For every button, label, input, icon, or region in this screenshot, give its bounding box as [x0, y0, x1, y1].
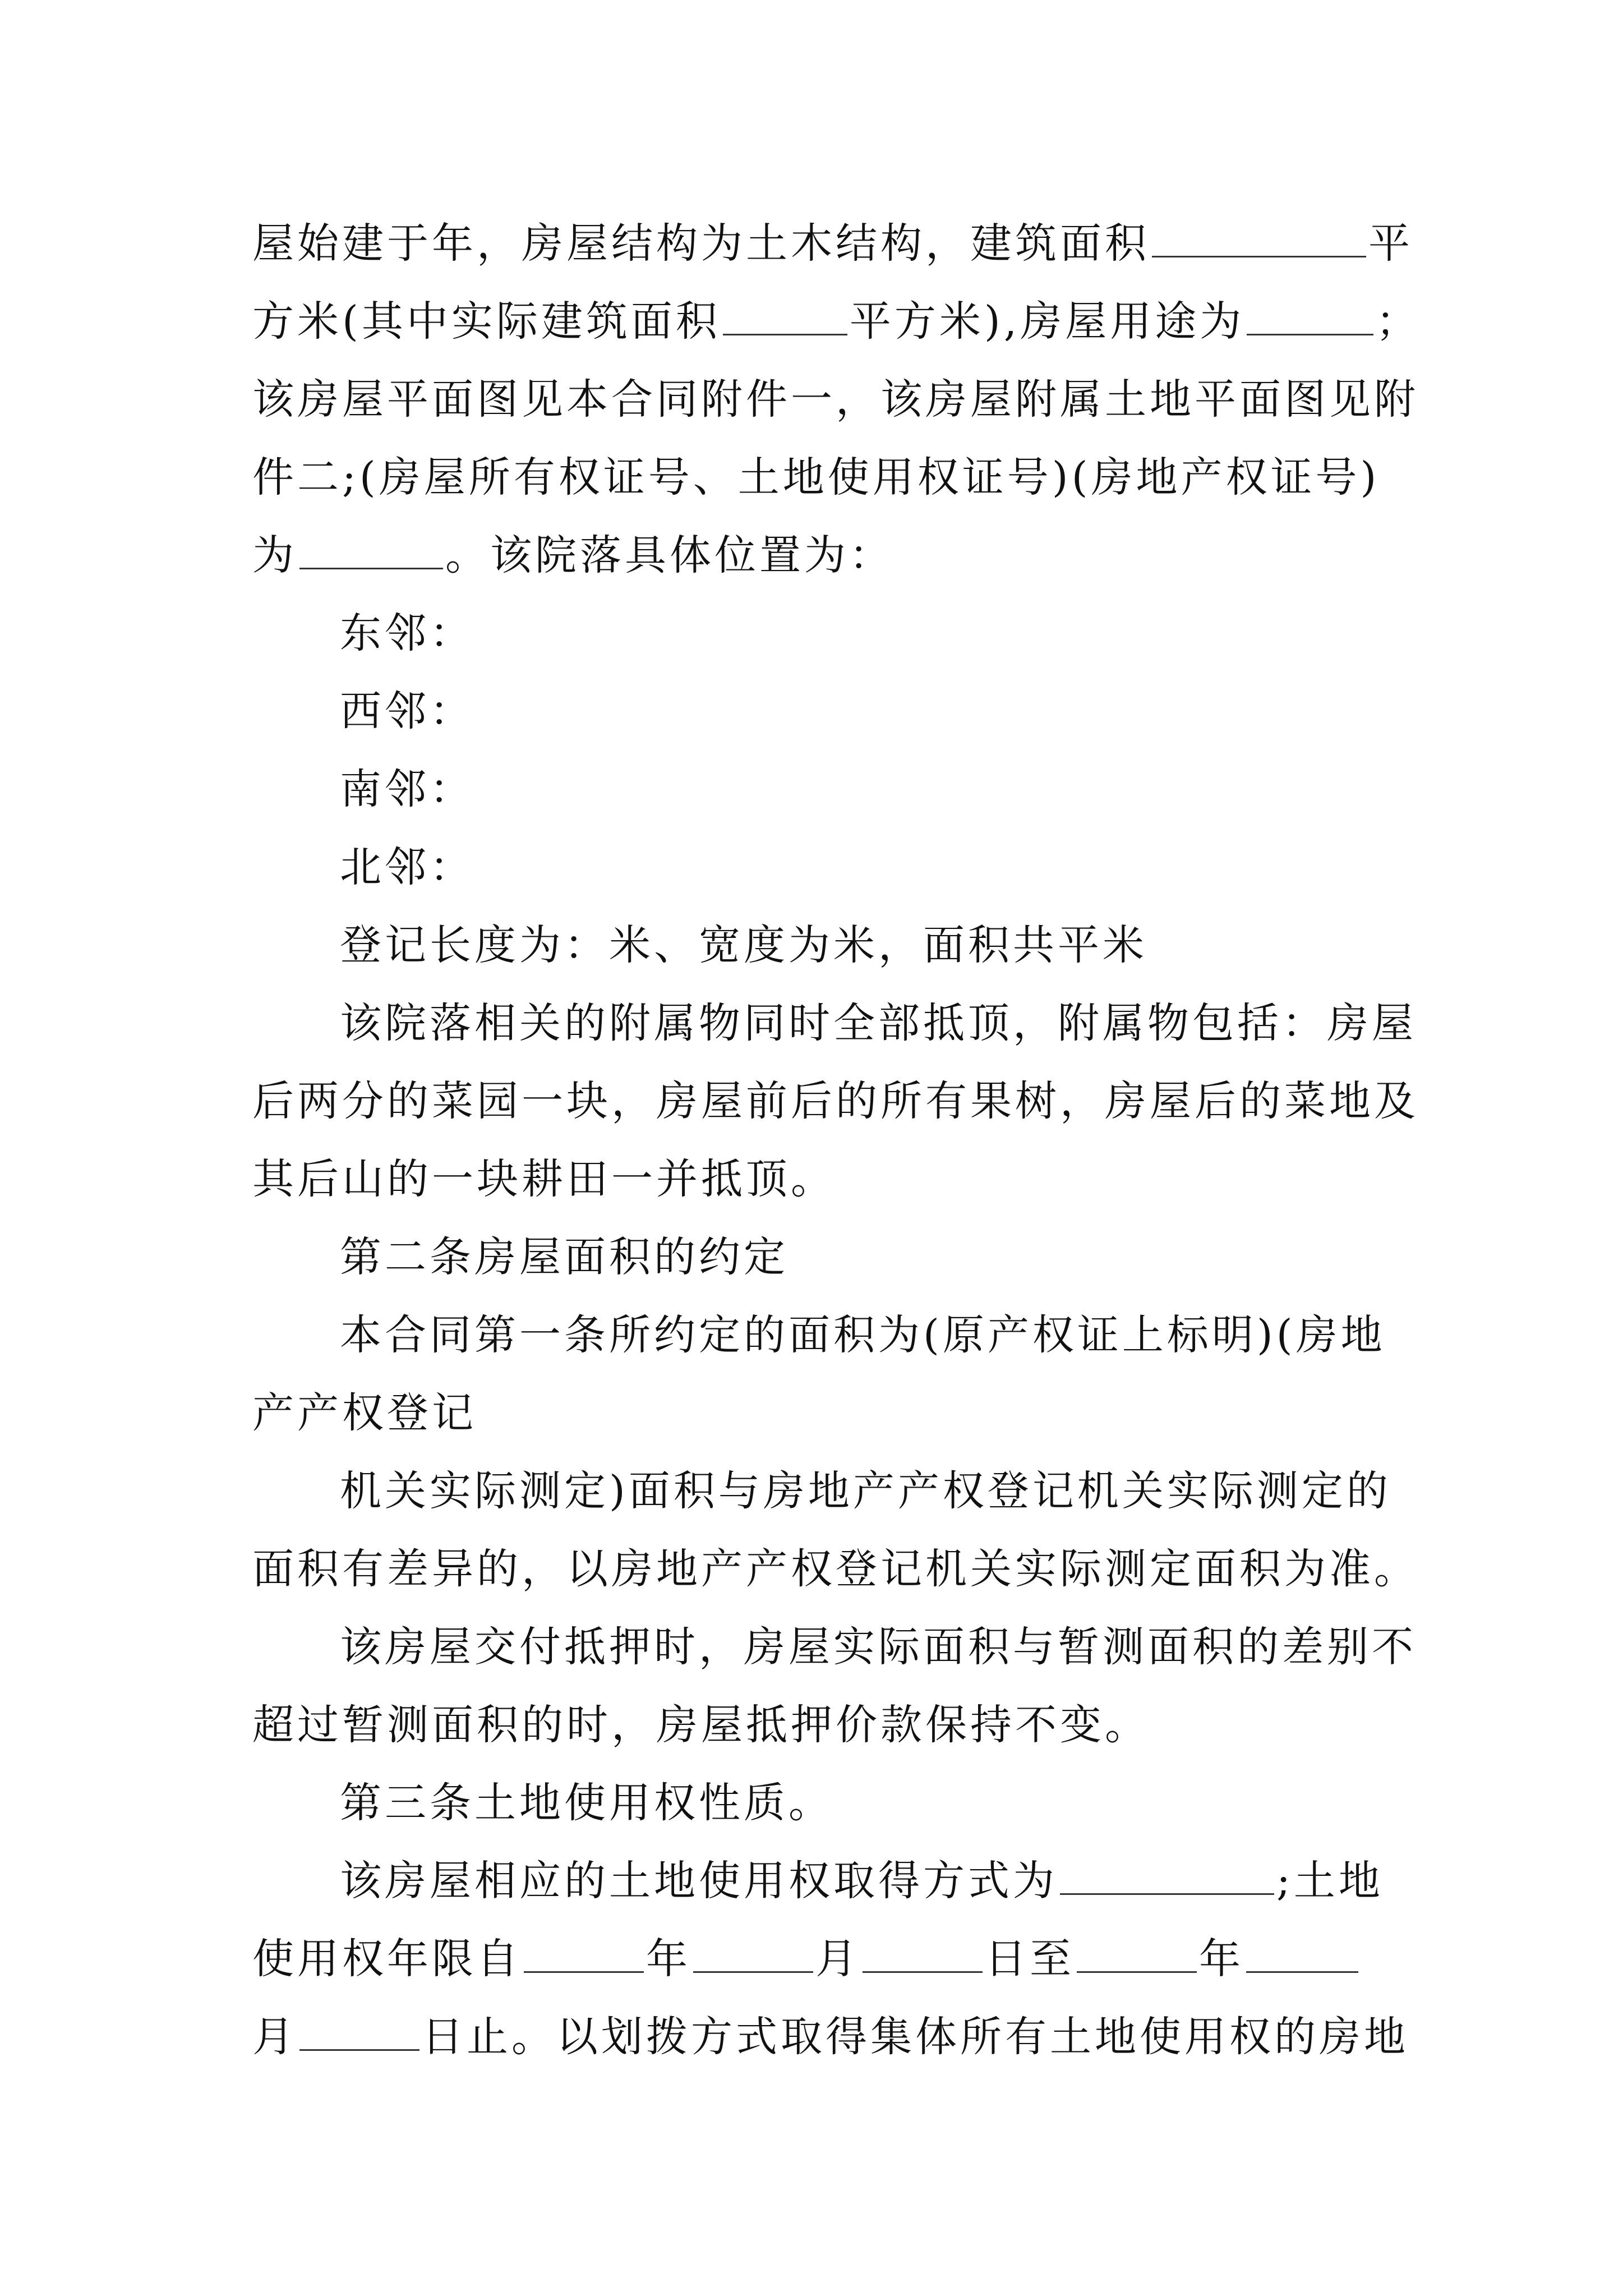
- fill-in-blank: [299, 535, 443, 569]
- text-segment: 为: [252, 531, 297, 579]
- paragraph-line: [340, 761, 474, 817]
- text-segment: 该房屋交付抵押时，房屋实际面积与暂测面积的差别不: [340, 1623, 1417, 1671]
- paragraph-line: [340, 1619, 1417, 1675]
- text-segment: 面积有差异的，以房地产产权登记机关实际测定面积为准。: [252, 1545, 1419, 1593]
- text-segment: 第二条房屋面积的约定: [340, 1233, 789, 1281]
- text-segment: 本合同第一条所约定的面积为(原产权证上标明)(房地: [340, 1311, 1386, 1359]
- text-segment: 该房屋平面图见本合同附件一，该房屋附属土地平面图见附: [252, 375, 1419, 424]
- text-segment: 第三条土地使用权性质。: [340, 1779, 833, 1827]
- fill-in-blank: [863, 1939, 983, 1973]
- text-segment: ;土地: [1276, 1857, 1384, 1905]
- neighbor-south: 南邻：: [340, 765, 474, 813]
- text-segment: 日止。以划拨方式取得集体所有土地使用权的房地: [422, 2013, 1409, 2061]
- paragraph-line: [252, 527, 894, 583]
- paragraph-line: [252, 1385, 477, 1441]
- text-segment: 超过暂测面积的时，房屋抵押价款保持不变。: [252, 1701, 1150, 1749]
- text-segment: 平: [1368, 219, 1413, 268]
- paragraph-line: [340, 995, 1417, 1051]
- text-segment: 。该院落具体位置为：: [445, 531, 894, 579]
- fill-in-blank: [1060, 1861, 1274, 1895]
- text-segment: ；: [1376, 297, 1421, 346]
- text-segment: 年: [1199, 1935, 1244, 1983]
- paragraph-line: [340, 917, 1147, 973]
- text-segment: 机关实际测定)面积与房地产产权登记机关实际测定的: [340, 1467, 1391, 1515]
- paragraph-line: [252, 293, 1421, 349]
- paragraph-line: [340, 1307, 1386, 1363]
- fill-in-blank: [693, 1939, 813, 1973]
- neighbor-north: 北邻：: [340, 843, 474, 891]
- fill-in-blank: [1246, 1939, 1358, 1973]
- paragraph-line: [340, 605, 474, 661]
- fill-in-blank: [1152, 223, 1366, 257]
- text-segment: 件二;(房屋所有权证号、土地使用权证号)(房地产权证号): [252, 453, 1380, 501]
- fill-in-blank: [1077, 1939, 1197, 1973]
- text-segment: 使用权年限自: [252, 1935, 522, 1983]
- neighbor-east: 东邻：: [340, 609, 474, 657]
- paragraph-line: [252, 371, 1419, 427]
- paragraph-line: [252, 1931, 1361, 1987]
- paragraph-line: [252, 1151, 836, 1207]
- text-segment: 年: [646, 1935, 691, 1983]
- neighbor-west: 西邻：: [340, 687, 474, 735]
- text-segment: 产产权登记: [252, 1389, 477, 1437]
- fill-in-blank: [1247, 301, 1373, 335]
- text-segment: 该院落相关的附属物同时全部抵顶，附属物包括：房屋: [340, 999, 1417, 1047]
- paragraph-line: [252, 1697, 1150, 1753]
- paragraph-line: [252, 2009, 1409, 2065]
- paragraph-line: [252, 1073, 1419, 1129]
- paragraph-line: [340, 1463, 1391, 1519]
- paragraph-line: [340, 1853, 1384, 1909]
- text-segment: 其后山的一块耕田一并抵顶。: [252, 1155, 836, 1203]
- text-segment: 登记长度为：米、宽度为米，面积共平米: [340, 921, 1147, 969]
- text-segment: 屋始建于年，房屋结构为土木结构，建筑面积: [252, 219, 1150, 268]
- text-segment: 月: [815, 1935, 860, 1983]
- fill-in-blank: [299, 2017, 419, 2051]
- text-segment: 月: [252, 2013, 297, 2061]
- section-heading: [340, 1229, 789, 1285]
- fill-in-blank: [524, 1939, 644, 1973]
- paragraph-line: [252, 1541, 1419, 1597]
- paragraph-line: [252, 449, 1380, 505]
- text-segment: 日至: [985, 1935, 1075, 1983]
- section-heading: [340, 1775, 833, 1831]
- text-segment: 该房屋相应的土地使用权取得方式为: [340, 1857, 1058, 1905]
- text-segment: 方米(其中实际建筑面积: [252, 297, 721, 346]
- paragraph-line: [340, 839, 474, 895]
- text-segment: 平方米),房屋用途为: [849, 297, 1245, 346]
- paragraph-line: [252, 215, 1413, 272]
- paragraph-line: [340, 683, 474, 739]
- text-segment: 后两分的菜园一块，房屋前后的所有果树，房屋后的菜地及: [252, 1077, 1419, 1125]
- fill-in-blank: [723, 301, 847, 335]
